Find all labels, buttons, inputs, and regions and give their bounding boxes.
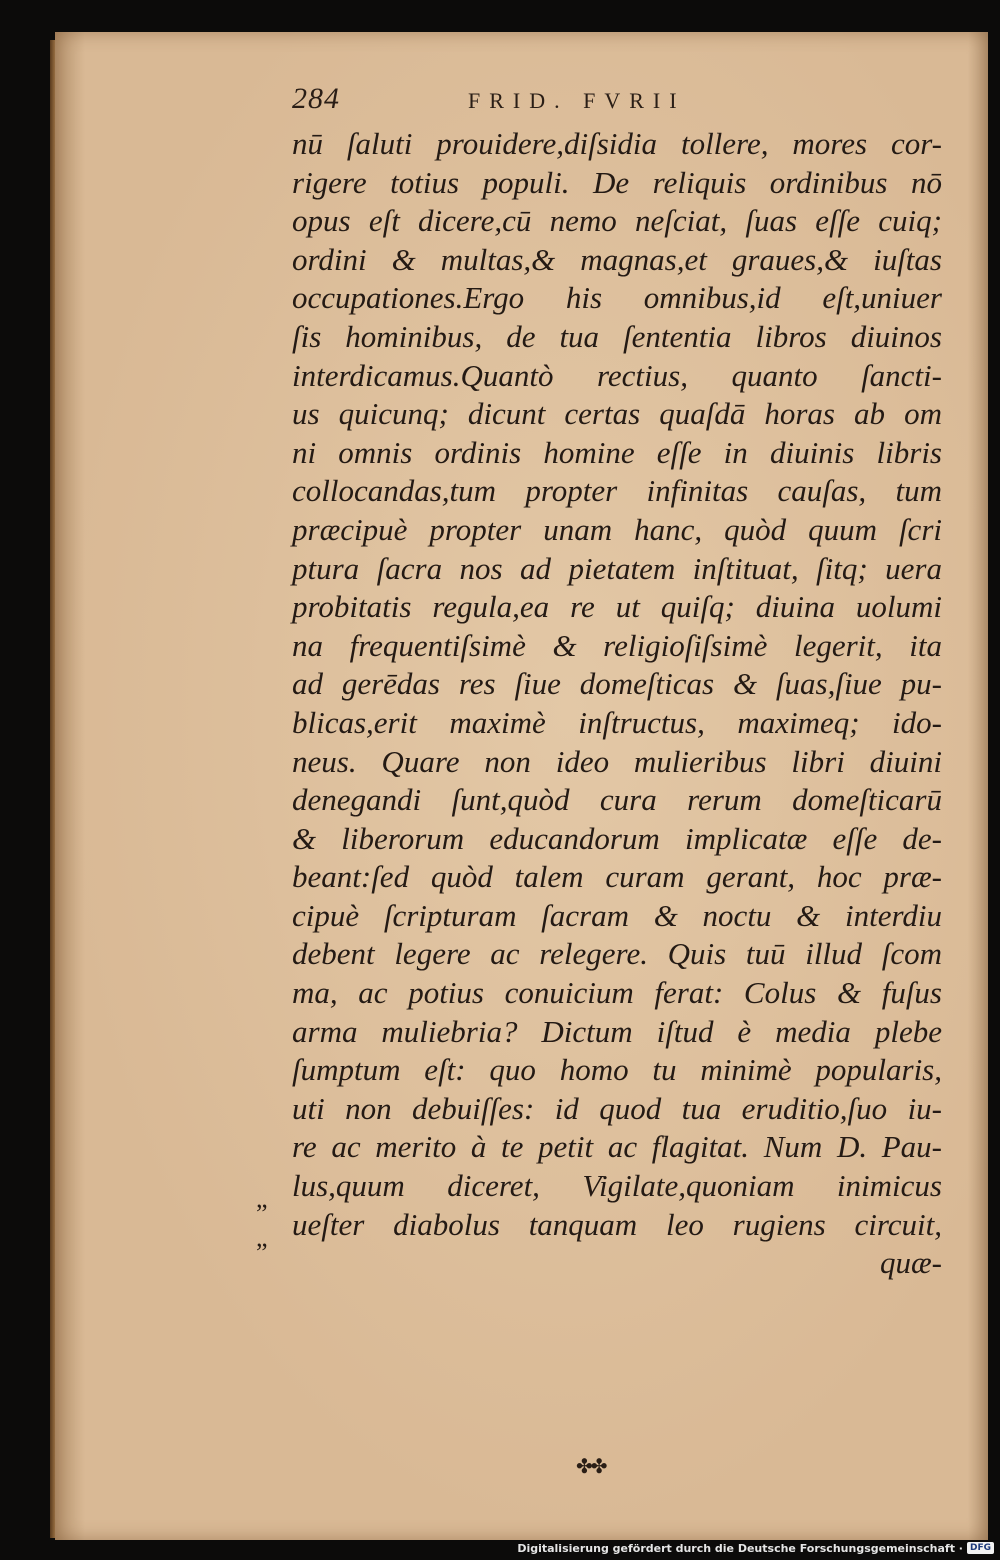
digitization-footer [517, 1538, 994, 1558]
text-line: ptura ſacra nos ad pietatem inſtituat, ſitq; uera [292, 550, 942, 586]
text-line: occupationes.Ergo his omnibus,id eſt,uniuer [292, 280, 942, 316]
text-line: & liberorum educandorum implicatæ eſſe de- [292, 820, 942, 856]
printer-ornament: ✤✤ [576, 1454, 606, 1478]
text-line: uti non debuiſſes: id quod tua eruditio,ſuo iu- [292, 1090, 942, 1126]
text-line: ueſter diabolus tanquam leo rugiens circuit, [292, 1206, 942, 1242]
margin-quotation-mark: „ [256, 1223, 268, 1252]
text-line: interdicamus.Quantò rectius, quanto ſancti- [292, 357, 942, 393]
text-line: re ac merito à te petit ac flagitat. Num D. Pau- [292, 1129, 942, 1165]
text-line: cipuè ſcripturam ſacram & noctu & interdiu [292, 897, 942, 933]
text-line: blicas,erit maximè inſtructus, maximeq; ido- [292, 704, 942, 740]
text-line: ſis hominibus, de tua ſententia libros diuinos [292, 318, 942, 354]
text-line: præcipuè propter unam hanc, quòd quum ſcri [292, 511, 942, 547]
running-head: FRID. FVRII [468, 88, 686, 113]
dfg-logo: DFG [967, 1542, 994, 1554]
text-line: collocandas,tum propter infinitas cauſas, tum [292, 473, 942, 509]
text-line: arma muliebria? Dictum iſtud è media plebe [292, 1013, 942, 1049]
text-line: ad gerēdas res ſiue domeſticas & ſuas,ſiue pu- [292, 666, 942, 702]
text-line: opus eſt dicere,cū nemo neſciat, ſuas eſſe cuiq; [292, 203, 942, 239]
text-line: na frequentiſsimè & religioſiſsimè legerit, ita [292, 627, 942, 663]
text-line: probitatis regula,ea re ut quiſq; diuina uolumi [292, 589, 942, 625]
text-line: denegandi ſunt,quòd cura rerum domeſticarū [292, 782, 942, 818]
text-line: neus. Quare non ideo mulieribus libri diuini [292, 743, 942, 779]
footer-credit: Digitalisierung gefördert durch die Deutsche Forschungsgemeinschaft · [517, 1541, 963, 1555]
text-line: beant:ſed quòd talem curam gerant, hoc præ- [292, 859, 942, 895]
margin-quotation-mark: „ [256, 1184, 268, 1213]
catchword: quæ- [880, 1245, 942, 1281]
text-line: us quicunq; dicunt certas quaſdā horas ab om [292, 396, 942, 432]
page-header [292, 82, 992, 122]
page-number: 284 [292, 82, 340, 115]
text-line: ni omnis ordinis homine eſſe in diuinis libris [292, 434, 942, 470]
text-line: ſumptum eſt: quo homo tu minimè popularis, [292, 1052, 942, 1088]
text-line: debent legere ac relegere. Quis tuū illud ſcom [292, 936, 942, 972]
text-line: lus,quum diceret, Vigilate,quoniam inimicus [292, 1168, 942, 1204]
text-line: ma, ac potius conuicium ferat: Colus & fuſus [292, 975, 942, 1011]
body-text [292, 125, 942, 1283]
text-line: nū ſaluti prouidere,diſsidia tollere, mores cor- [292, 126, 942, 161]
text-line: rigere totius populi. De reliquis ordinibus nō [292, 164, 942, 200]
text-line: ordini & multas,& magnas,et graues,& iuſtas [292, 241, 942, 277]
